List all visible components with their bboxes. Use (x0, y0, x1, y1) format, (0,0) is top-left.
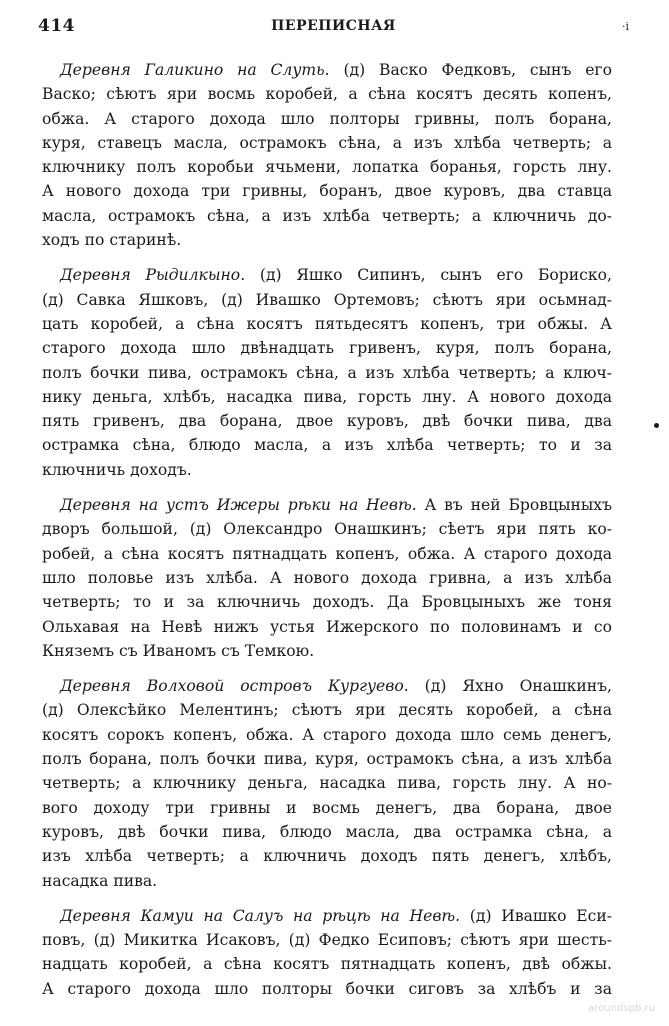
entry-heading: Деревня Галикино на Слуть. (60, 61, 330, 79)
text-line: куровъ, двѣ бочки пива, блюдо масла, два острамка сѣна, а (42, 822, 612, 841)
edge-mark: ·i (621, 20, 629, 33)
text-line: Деревня Рыдилкыно. (д) Яшко Сипинъ, сынъ его Бориско, (60, 266, 612, 285)
text-line: Деревня Камуи на Салуъ на рѣцѣ на Невѣ. (д) Ивашко Еси- (60, 906, 612, 925)
text-line: ключничь доходъ. (42, 460, 192, 479)
text-line: полъ борана, полъ бочки пива, куря, острамокъ сѣна, а изъ хлѣба (42, 750, 612, 769)
text-line: цать коробей, а сѣна косятъ пятьдесятъ копенъ, три обжы. А (42, 314, 612, 333)
text-line: дворъ большой, (д) Олександро Онашкинъ; сѣетъ яри пять ко- (42, 520, 612, 539)
text-line: четверть; то и за ключничь доходъ. Да Бровцыныхъ же тоня (42, 593, 612, 612)
text-line: вого доходу три гривны и восмь денегъ, два борана, двое (42, 798, 612, 817)
entry (42, 58, 612, 252)
text-line: Ольхавая на Невѣ нижъ устья Ижерского по половинамъ и со (42, 617, 612, 636)
text-line: Деревня на устъ Ижеры рѣки на Невѣ. А въ ней Бровцыныхъ (60, 496, 613, 515)
watermark: aroundspb.ru (588, 1003, 655, 1014)
ink-dot (654, 423, 659, 428)
text-line: (д) Савка Яшковъ, (д) Ивашко Ортемовъ; сѣютъ яри осьмнад- (42, 290, 612, 309)
text-line: А нового дохода три гривны, боранъ, двое куровъ, два ставца (42, 182, 612, 201)
entry-heading: Деревня на устъ Ижеры рѣки на Невѣ. (60, 496, 417, 515)
text-line: Княземъ съ Иваномъ съ Темкою. (42, 641, 315, 660)
text-line: четверть; а ключнику деньга, насадка пива, горсть лну. А но- (42, 774, 612, 793)
text-line: насадка пива. (42, 871, 158, 890)
text-line: шло половье изъ хлѣба. А нового дохода гривна, а изъ хлѣба (42, 568, 612, 587)
text-line: Васко; сѣютъ яри восмь коробей, а сѣна косятъ десять копенъ, (42, 85, 612, 104)
text-line: пять гривенъ, два борана, двое куровъ, двѣ бочки пива, два (42, 412, 612, 431)
text-line: изъ хлѣба четверть; а ключничь доходъ пять денегъ, хлѣбъ, (42, 847, 612, 866)
text-line: полъ бочки пива, острамокъ сѣна, а изъ хлѣба четверть; а ключ- (42, 363, 612, 382)
page-header (38, 16, 629, 40)
entry-heading: Деревня Рыдилкыно. (60, 266, 246, 285)
entry (42, 263, 612, 482)
text-line: ходъ по старинѣ. (42, 231, 182, 250)
text-line: острамка сѣна, блюдо масла, а изъ хлѣба четверть; то и за (42, 436, 612, 455)
running-head: ПЕРЕПИСНАЯ (271, 18, 396, 34)
text-line: обжа. А старого дохода шло полторы гривны, полъ борана, (42, 109, 612, 128)
text-line: надцать коробей, а сѣна косятъ пятнадцать копенъ, двѣ обжы. (42, 955, 612, 974)
text-line: старого дохода шло двѣнадцать гривенъ, куря, полъ борана, (42, 339, 612, 358)
entry-heading: Деревня Камуи на Салуъ на рѣцѣ на Невѣ. (60, 906, 461, 925)
entry-heading: Деревня Волховой островъ Кургуево. (60, 677, 409, 696)
entry (42, 674, 612, 893)
text-line: (д) Олексѣйко Мелентинъ; сѣютъ яри десять коробей, а сѣна (42, 701, 612, 720)
text-line: А старого дохода шло полторы бочки сиговъ за хлѣбъ и за (42, 979, 612, 998)
body-text (42, 58, 612, 1012)
text-line: нику деньга, хлѣбъ, насадка пива, горсть лну. А нового дохода (42, 387, 612, 406)
entry (42, 904, 612, 1001)
text-line: масла, острамокъ сѣна, а изъ хлѣба четверть; а ключничь до- (42, 206, 612, 225)
text-line: куря, ставецъ масла, острамокъ сѣна, а изъ хлѣба четверть; а (42, 133, 612, 152)
text-line: Деревня Волховой островъ Кургуево. (д) Яхно Онашкинъ, (60, 677, 612, 696)
page-number: 414 (38, 16, 75, 36)
entry (42, 493, 612, 663)
text-line: ключнику полъ коробьи ячьмени, лопатка боранья, горсть лну. (42, 158, 612, 177)
text-line: Деревня Галикино на Слуть. (д) Васко Федковъ, сынъ его (60, 61, 612, 79)
text-line: робей, а сѣна косятъ пятнадцать копенъ, обжа. А старого дохода (42, 544, 612, 563)
text-line: повъ, (д) Микитка Исаковъ, (д) Федко Есиповъ; сѣютъ яри шесть- (42, 931, 612, 950)
text-line: косятъ сорокъ копенъ, обжа. А старого дохода шло семь денегъ, (42, 725, 612, 744)
